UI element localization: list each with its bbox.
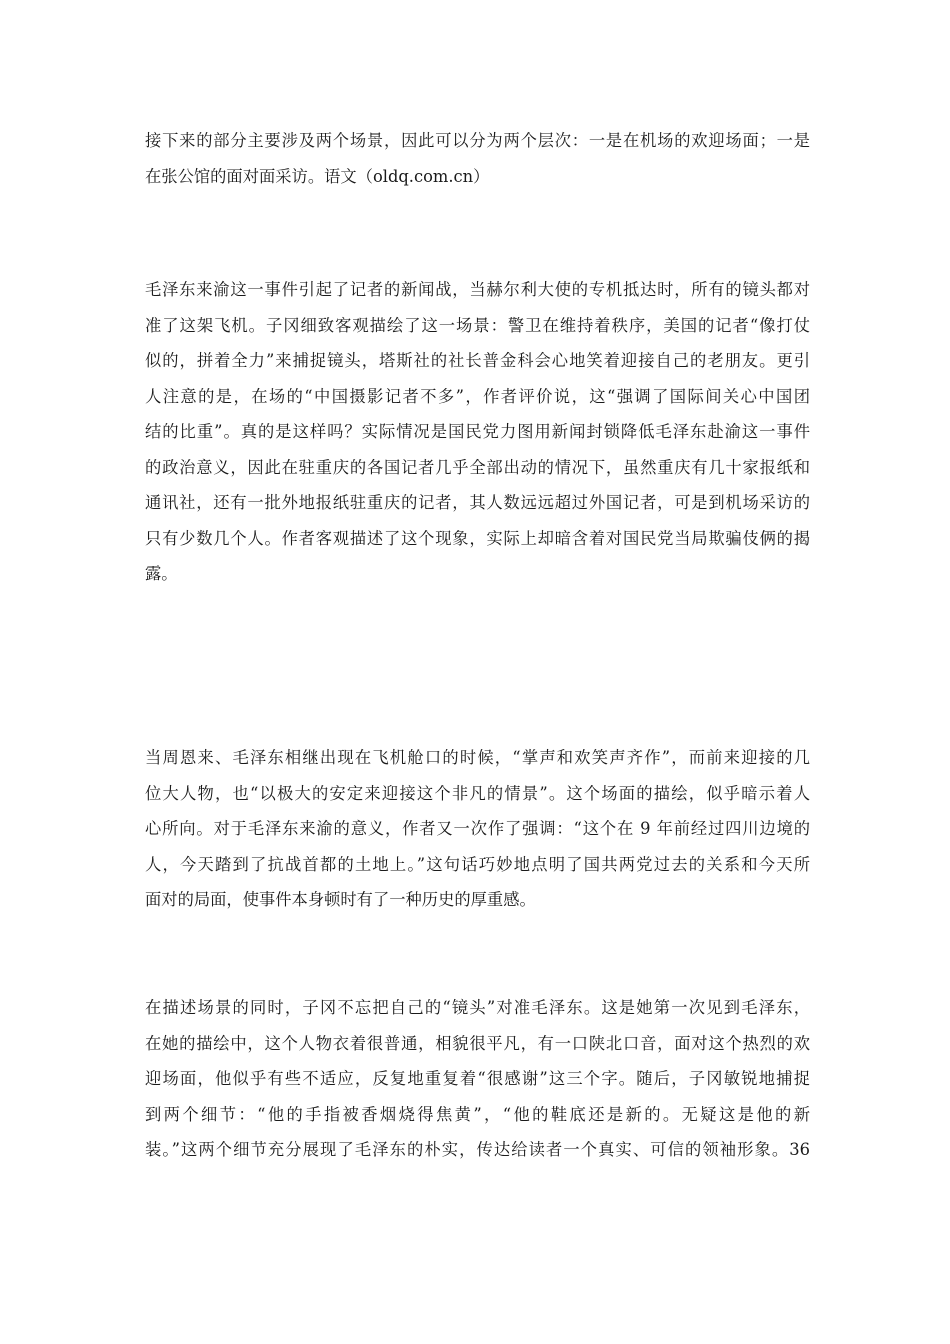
text-line: 装。”这两个细节充分展现了毛泽东的朴实，传达给读者一个真实、可信的领袖形象。36 [145, 1140, 810, 1159]
text-line: 准了这架飞机。子冈细致客观描绘了这一场景：警卫在维持着秩序，美国的记者“像打仗 [145, 315, 810, 335]
text-line: 露。 [145, 564, 178, 583]
text-line: 接下来的部分主要涉及两个场景，因此可以分为两个层次：一是在机场的欢迎场面；一是 [145, 131, 810, 150]
paragraph-1 [145, 123, 810, 194]
text-line: 在张公馆的面对面采访。语文（oldq.com.cn） [145, 166, 490, 186]
text-line: 迎场面，他似乎有些不适应，反复地重复着“很感谢”这三个字。随后，子冈敏锐地捕捉 [145, 1069, 810, 1088]
text-line: 只有少数几个人。作者客观描述了这个现象，实际上却暗含着对国民党当局欺骗伎俩的揭 [145, 528, 810, 548]
text-line: 到两个细节：“他的手指被香烟烧得焦黄”，“他的鞋底还是新的。无疑这是他的新 [145, 1104, 810, 1124]
text-line: 的政治意义，因此在驻重庆的各国记者几乎全部出动的情况下，虽然重庆有几十家报纸和 [145, 457, 810, 477]
text-line: 通讯社，还有一批外地报纸驻重庆的记者，其人数远远超过外国记者，可是到机场采访的 [145, 493, 810, 512]
text-line: 在她的描绘中，这个人物衣着很普通，相貌很平凡，有一口陕北口音，面对这个热烈的欢 [145, 1033, 810, 1053]
paragraph-4 [145, 990, 810, 1168]
text-line: 毛泽东来渝这一事件引起了记者的新闻战，当赫尔利大使的专机抵达时，所有的镜头都对 [145, 280, 810, 299]
text-line: 位大人物，也“以极大的安定来迎接这个非凡的情景”。这个场面的描绘，似乎暗示着人 [145, 783, 810, 803]
paragraph-3 [145, 740, 810, 918]
text-line: 心所向。对于毛泽东来渝的意义，作者又一次作了强调：“这个在 9 年前经过四川边境的 [145, 819, 810, 838]
text-line: 人注意的是，在场的“中国摄影记者不多”，作者评价说，这“强调了国际间关心中国团 [145, 386, 810, 406]
text-line: 在描述场景的同时，子冈不忘把自己的“镜头”对准毛泽东。这是她第一次见到毛泽东， [145, 998, 810, 1017]
paragraph-2 [145, 272, 810, 592]
text-line: 面对的局面，使事件本身顿时有了一种历史的厚重感。 [145, 890, 536, 909]
text-line: 结的比重”。真的是这样吗？实际情况是国民党力图用新闻封锁降低毛泽东赴渝这一事件 [145, 422, 810, 441]
text-line: 当周恩来、毛泽东相继出现在飞机舱口的时候，“掌声和欢笑声齐作”，而前来迎接的几 [145, 748, 810, 767]
text-line: 似的，拼着全力”来捕捉镜头，塔斯社的社长普金科会心地笑着迎接自己的老朋友。更引 [145, 351, 810, 370]
text-line: 人，今天踏到了抗战首都的土地上。”这句话巧妙地点明了国共两党过去的关系和今天所 [145, 854, 810, 874]
